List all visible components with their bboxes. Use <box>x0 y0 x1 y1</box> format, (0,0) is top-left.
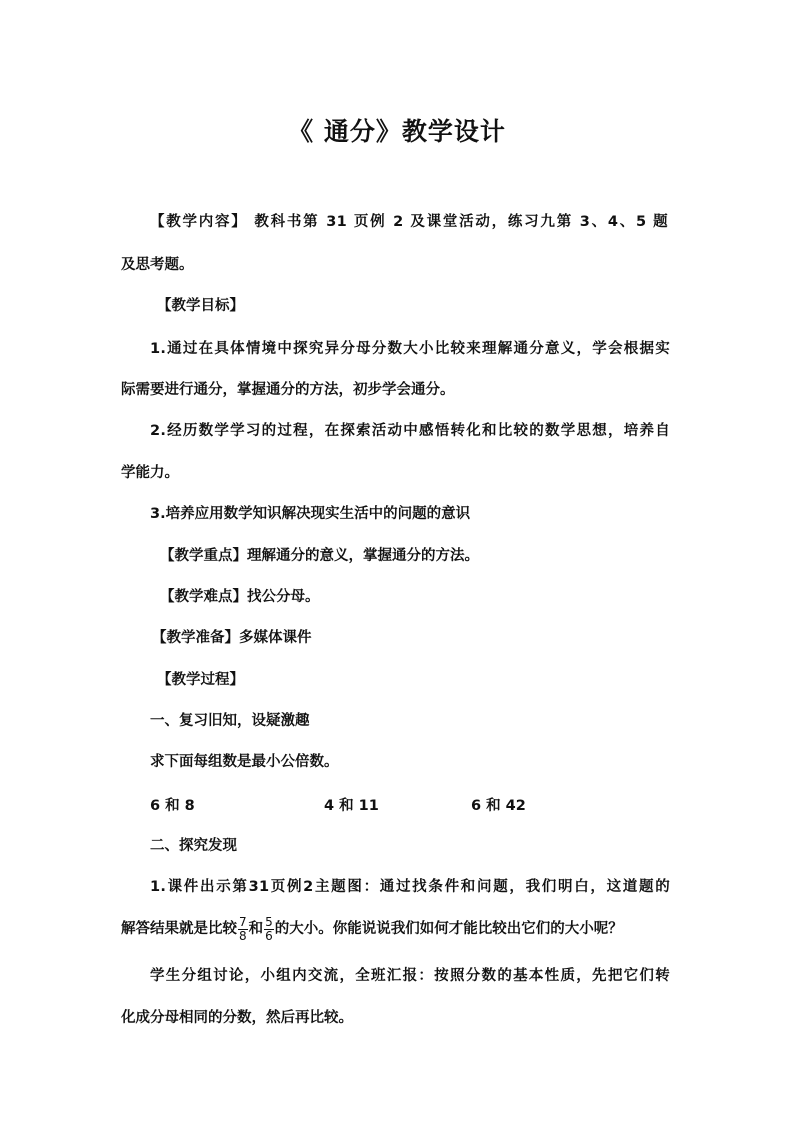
section1-heading: 一、复习旧知，设疑激趣 <box>150 713 310 729</box>
goal3: 3.培养应用数学知识解决现实生活中的问题的意识 <box>150 506 471 522</box>
goal1-line2: 际需要进行通分，掌握通分的方法，初步学会通分。 <box>121 382 455 398</box>
number-pair-1: 6 和 8 <box>150 798 195 814</box>
step1-line2 <box>121 914 623 944</box>
number-pair-2: 4 和 11 <box>324 798 379 814</box>
step1-line2-pre: 解答结果就是比较 <box>121 921 237 937</box>
number-pair-3: 6 和 42 <box>471 798 526 814</box>
task-instruction: 求下面每组数是最小公倍数。 <box>150 754 339 770</box>
step1-line2-post: 的大小。你能说说我们如何才能比较出它们的大小呢？ <box>274 921 623 937</box>
fraction-seven-eighths: $\frac{7}{8}$ <box>239 914 247 943</box>
teaching-content-line1: 【教学内容】 教科书第 31 页例 2 及课堂活动，练习九第 3、4、5 题 <box>150 214 668 230</box>
section2-heading: 二、探究发现 <box>150 838 237 854</box>
discussion-line1: 学生分组讨论，小组内交流，全班汇报：按照分数的基本性质，先把它们转 <box>150 968 670 984</box>
fraction-five-sixths: $\frac{5}{6}$ <box>265 914 273 943</box>
preparation: 【教学准备】多媒体课件 <box>152 630 312 646</box>
goal2-line1: 2.经历数学学习的过程，在探索活动中感悟转化和比较的数学思想，培养自 <box>150 423 670 439</box>
step1-line1: 1.课件出示第31页例2主题图：通过找条件和问题，我们明白，这道题的 <box>150 879 670 895</box>
goals-heading: 【教学目标】 <box>157 298 244 314</box>
document-title: 《 通分》教学设计 <box>288 117 506 146</box>
discussion-line2: 化成分母相同的分数，然后再比较。 <box>121 1010 353 1026</box>
process-heading: 【教学过程】 <box>157 672 244 688</box>
key-point: 【教学重点】理解通分的意义，掌握通分的方法。 <box>160 548 479 564</box>
teaching-content-line2: 及思考题。 <box>121 257 194 273</box>
goal2-line2: 学能力。 <box>121 465 179 481</box>
goal1-line1: 1.通过在具体情境中探究异分母分数大小比较来理解通分意义，学会根据实 <box>150 341 670 357</box>
difficulty: 【教学难点】找公分母。 <box>160 589 320 605</box>
step1-line2-mid: 和 <box>248 921 264 937</box>
